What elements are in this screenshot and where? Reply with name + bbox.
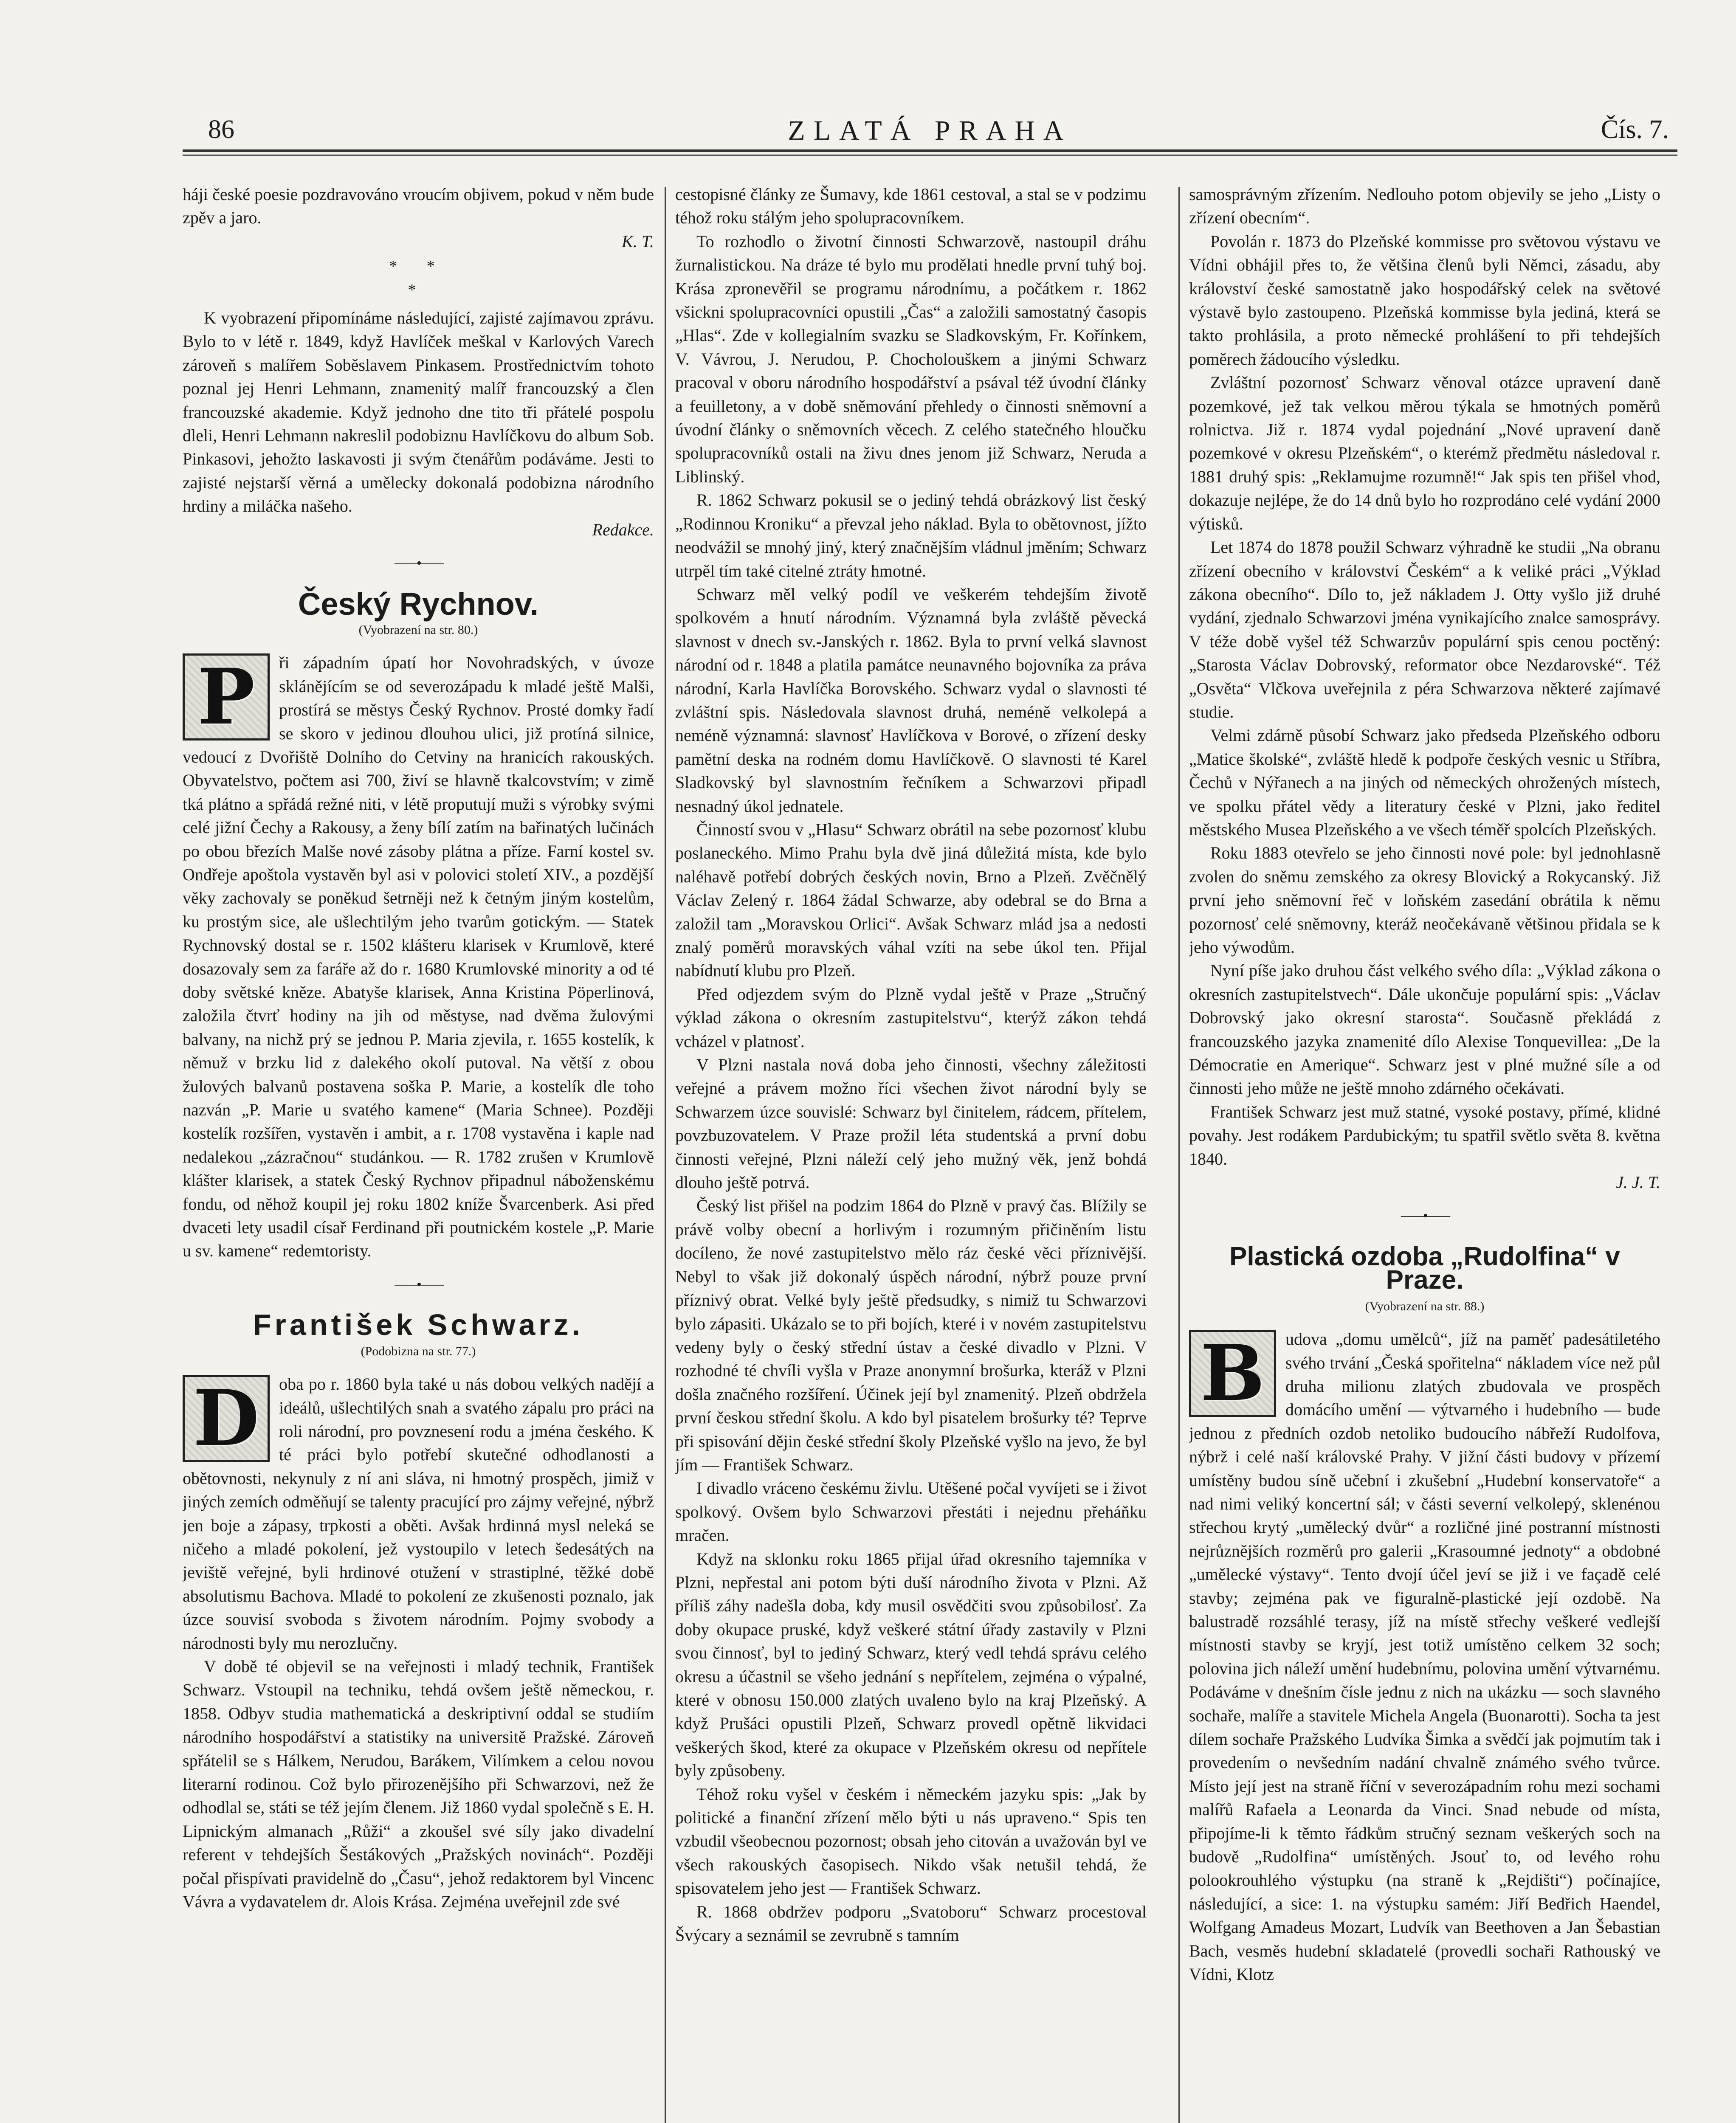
editorial-note: K vyobrazení připomínáme následující, zajisté zajímavou zprávu. Bylo to v létě r. 1849, když Havlíček meškal v Karlových Varech zároveň s malířem Soběslavem Pinkasem. Prostřednictvím tohoto poznal jej Henri Lehmann, znamenitý malíř francouzský a člen francouzské akademie. Když jednoho dne tito tři přátelé pospolu dleli, Henri Lehmann nakreslil podobiznu Havlíčkovu do album Sob. Pinkasovi, jehožto laskavosti ji svým čtenářům podáváme. Jesti to zajisté nejstarší věrná a umělecky dokonalá podobizna národního hrdiny a miláčka našeho. Redakce. — [183, 306, 654, 541]
paragraph: cestopisné články ze Šumavy, kde 1861 cestoval, a stal se v podzimu téhož roku stálým jeho spolupracovníkem. — [675, 185, 1147, 228]
header-rule-thin — [183, 155, 1677, 156]
column-right — [1189, 183, 1660, 2123]
paragraph: Roku 1883 otevřelo se jeho činnosti nové pole: byl jednohlasně zvolen do sněmu zemského za okresy Blovický a Rokycanský. Již první jeho sněmovní řeč v loňském zasedání obrátila k němu pozornosť celé sněmovny, kteráž neočekávaně většinou přidala se k jeho výwodům. — [1189, 843, 1660, 957]
column-divider — [1178, 187, 1180, 2123]
paragraph: V době té objevil se na veřejnosti i mladý technik, František Schwarz. Vstoupil na techniku, tehdá ovšem ještě německou, r. 1858. Odbyv studia mathematická a deskriptivní oddal se studiím národního hospodářství a statistiky na universitě Pražské. Zároveň spřátelil se s Hálkem, Nerudou, Barákem, Vilímkem a celou novou literarní rodinou. Což bylo přirozenějšího při Schwarzovi, než že odhodlal se, státi se též jejím členem. Již 1860 vydal společně s E. H. Lipnickým almanach „Růži“ a zkoušel své síly jako divadelní referent v tehdejších Šestákových „Pražských novinách“. Později počal přispívati pravidelně do „Času“, jehož redaktorem byl Vincenc Vávra a vydavatelem dr. Alois Krása. Zejména uveřejnil zde své — [183, 1656, 654, 1912]
article-title-rychnov: Český Rychnov. — [298, 586, 539, 622]
issue-number: Čís. 7. — [1601, 115, 1669, 144]
paragraph: Let 1874 do 1878 použil Schwarz výhradně ke studii „Na obranu zřízení obecního v království Českém“ a k veliké práci „Výklad zákona obecního“. Dílo to, jež nákladem J. Otty vyšlo již druhé vydání, zjednalo Schwarzovi jména vynikajícího znalce samosprávy. V téže době vyšel též Schwarzův populární spis cenou poctěný: „Starosta Václav Dobrovský, reformator obce Nezdarovské“. Též „Osvěta“ Vlčkova uveřejnila z péra Schwarzova některé zajímavé studie. — [1189, 538, 1660, 721]
signature: K. T. — [622, 231, 654, 251]
separator-stars: * * — [389, 257, 448, 276]
dropcap-letter: B — [1189, 1330, 1276, 1417]
article-title-rudolfina: Plastická ozdoba „Rudolfina“ v Praze. — [1229, 1242, 1620, 1295]
dropcap-letter: P — [183, 653, 270, 741]
paragraph: V Plzni nastala nová doba jeho činnosti, všechny záležitosti veřejné a právem možno říci všechen život národní byly se Schwarzem úzce souvislé: Schwarz byl činitelem, rádcem, přítelem, povzbuzovatelem. V Praze prožil léta studentská a první dobu činnosti veřejné, Plzni náleží celý jeho mužný věk, jenž bohdá dlouho ještě potrvá. — [675, 1055, 1147, 1192]
column-middle — [675, 183, 1147, 2123]
ornament-divider: ⸺•⸺ — [1400, 1208, 1449, 1224]
paragraph: Když na sklonku roku 1865 přijal úřad okresního tajemníka v Plzni, nepřestal ani potom býti duší národního života v Plzni. Až příliš záhy nadešla doba, kdy musil osvědčiti svou způsobilosť. Za doby okupace pruské, když veškeré státní úřady zastavily v Plzni svou činnosť, byl to jediný Schwarz, který vedl tehdá správu celého okresu a účastnil se všeho jednání s nepřítelem, zejména o výpalné, které v obnosu 150.000 zlatých uvaleno bylo na kraj Plzeňský. A když Prušáci opustili Plzeň, Schwarz provedl opětně likvidaci veškerých škod, které za okupace v Plzeňském okresu od nepřítele byly způsobeny. — [675, 1549, 1147, 1780]
paragraph: Zvláštní pozornosť Schwarz věnoval otázce upravení daně pozemkové, jež tak velkou měrou týkala se hmotných poměrů rolnictva. Již r. 1874 vydal pojednání „Nové upravení daně pozemkové v okresu Plzeňském“, o kterémž předmětu následoval r. 1881 druhý spis: „Reklamujme rozumně!“ Jak spis ten přišel vhod, dokazuje nejlépe, že do 14 dnů bylo ho rozprodáno celé vydání 2000 výtisků. — [1189, 373, 1660, 533]
paragraph: R. 1868 obdržev podporu „Svatoboru“ Schwarz procestoval Švýcary a seznámil se zevrubně s tamním — [675, 1902, 1147, 1945]
article-subtitle: (Podobizna na str. 77.) — [361, 1344, 476, 1358]
intro-paragraph: háji české poesie pozdravováno vroucím objivem, pokud v něm bude zpěv a jaro. K. T. — [183, 183, 654, 253]
paragraph: To rozhodlo o životní činnosti Schwarzově, nastoupil dráhu žurnalistickou. Na dráze té bylo mu prodělati hnedle první tuhý boj. Krása zpronevěřil se programu národnímu, a počátkem r. 1862 všickni spolupracovníci opustili „Čas“ a založili samostatný časopis „Hlas“. Zde v kollegialním svazku se Sladkovským, Fr. Kořínkem, V. Vávrou, J. Nerudou, P. Chocholouškem a jinými Schwarz pracoval v oboru národního hospodářství a psával též úvodní články a feuilletony, a v době sněmování přehledy o činnosti sněmovní a úvodní články o sněmovních věcech. Z celého statečného hloučku spolupracovníků ostali na živu dnes jenom již Schwarz, Neruda a Liblinský. — [675, 231, 1147, 486]
signature: Redakce. — [592, 520, 654, 539]
paragraph: I divadlo vráceno českému živlu. Utěšené počal vyvíjeti se i život spolkový. Ovšem bylo Schwarzovi přestáti i nejednu přeháňku mračen. — [675, 1478, 1147, 1545]
page-number: 86 — [208, 115, 234, 144]
column-divider — [665, 187, 666, 2123]
page-header — [183, 115, 1677, 149]
ornament-divider: ⸺•⸺ — [394, 1276, 443, 1292]
paragraph: František Schwarz jest muž statné, vysoké postavy, přímé, klidné povahy. Jest rodákem Pardubickým; tu spatřil světlo světa 8. května 1840. J. J. T. — [1189, 1100, 1660, 1194]
paragraph: samosprávným zřízením. Nedlouho potom objevily se jeho „Listy o zřízení obecním“. — [1189, 185, 1660, 228]
ornament-divider: ⸺•⸺ — [394, 555, 443, 572]
article-body-schwarz: D oba po r. 1860 byla také u nás dobou velkých nadějí a ideálů, ušlechtilých snah a svatého zápalu pro práci na roli národní, pro povznesení rodu a jména českého. K té práci bylo potřebí skutečné odhodlanosti a obětovnosti, nekynuly z ní ani sláva, ni hmotný prospěch, jimiž v jiných zemích odměňují se talenty pracující pro zájmy veřejné, nýbrž jen boje a zápasy, trpkosti a oběti. Avšak hrdinná mysl neleká se ničeho a mladé pokolení, jež vystoupilo v letech šedesátých na jeviště veřejné, byli hrdinové otužení v strastiplné, těžké době absolutismu Bachova. Mladé to pokolení ze zkušenosti poznalo, jak úzce souvisí svoboda s životem národním. Pojmy svobody a národnosti byly mu nerozlučny. — [183, 1373, 654, 1653]
article-subtitle: (Vyobrazení na str. 88.) — [1365, 1299, 1485, 1313]
article-body-rychnov: P ři západním úpatí hor Novohradských, v úvoze sklánějícím se od severozápadu k mladé ještě Malši, prostírá se městys Český Rychnov. Prosté domky řadí se skoro v jedinou dlouhou ulici, již protíná silnice, vedoucí z Dvořiště Dolního do Cetviny na hranicích rakouských. Obyvatelstvo, počtem asi 700, živí se hlavně tkalcovstvím; v zimě tká plátno a spřádá režné niti, v létě proputují muži s výrobky svými celé jižní Čechy a Rakousy, a ženy bílí zatím na bařinatých lučinách po obou březích Malše nové zásoby plátna a příze. Farní kostel sv. Ondřeje apoštola vystavěn byl asi v polovici století XIV., a pozdější věky zachovaly se poněkud šetrněji než k četným jiným kostelům, ku prostým sice, ale ušlechtilým jeho tvarům gotickým. — Statek Rychnovský dostal se r. 1502 klášteru klarisek v Krumlově, které dosazovaly sem za faráře až do r. 1680 Krumlovské minority a od té doby světské kněze. Abatyše klarisek, Anna Kristina Pöperlinová, založila čtvrť hodiny na jih od městyse, nad dvěma žulovými balvany, na nichž prý se jednou P. Maria zjevila, r. 1655 kostelík, k němuž v brzku lid z dalekého okolí putoval. Na větší z obou žulových balvanů postavena soška P. Marie, a kostelík dle toho nazván „P. Marie u svatého kamene“ (Maria Schnee). Později kostelík rozšířen, vystavěn i ambit, a r. 1708 vystavěna i kaple nad nedalekou „zázračnou“ studánkou. — R. 1782 zrušen v Krumlově klášter klarisek, a statek Český Rychnov připadnul náboženskému fondu, od něhož koupil jej roku 1802 kníže Švarcenberk. Asi před dvaceti lety usadil císař Ferdinand při poutnickém kostele „P. Marie u sv. kamene“ redemtoristy. — [183, 652, 654, 1261]
paragraph: Téhož roku vyšel v českém i německém jazyku spis: „Jak by politické a finanční zřízení mělo býti u nás upraveno.“ Spis ten vzbudil všeobecnou pozornost; obsah jeho citován a uvažován byl ve všech rakouských časopisech. Nikdo však netušil tehdá, že spisovatelem jeho jest — František Schwarz. — [675, 1784, 1147, 1898]
paragraph: Velmi zdárně působí Schwarz jako předseda Plzeňského odboru „Matice školské“, zvláště hledě k podpoře českých vesnic u Stříbra, Čechů v Nýřanech a na jiných od německých ohrožených místech, ve spolku přátel vědy a literatury české v Plzni, jako ředitel městského Musea Plzeňského a ve všech téměř spolcích Plzeňských. — [1189, 726, 1660, 839]
masthead-title: ZLATÁ PRAHA — [788, 115, 1072, 146]
column-left — [183, 183, 654, 2123]
signature: J. J. T. — [1616, 1173, 1660, 1192]
paragraph: Činností svou v „Hlasu“ Schwarz obrátil na sebe pozornosť klubu poslaneckého. Mimo Prahu byla dvě jiná důležitá místa, kde bylo naléhavě potřebí dobrých českých novin, Brno a Plzeň. Zvěčnělý Václav Zelený r. 1864 žádal Schwarze, aby odebral se do Brna a založil tam „Moravskou Orlici“. Avšak Schwarz mlád jsa a nedosti znalý poměrů moravských váhal vzíti na sebe úkol ten. Přijal nabídnutí klubu pro Plzeň. — [675, 819, 1147, 980]
article-title-schwarz: František Schwarz. — [253, 1308, 584, 1342]
paragraph: Schwarz měl velký podíl ve veškerém tehdejším životě spolkovém a hnutí národním. Významná byla zvláště pěvecká slavnost v dnech sv.-Janských r. 1862. Byla to první velká slavnost národní od r. 1848 a platila památce neunavného bojovníka za práva národní, Karla Havlíčka Borovského. Schwarz vydal o slavnosti té zvláštní spis. Následovala slavnost druhá, neméně velkolepá a neméně významná: slavnosť Havlíčkova v Borové, o zřízení desky pamětní deska na rodném domu Havlíčkově. O slavnosti té Karel Sladkovský byl slavnostním řečníkem a Schwarzovi připadl nesnadný úkol jednatele. — [675, 584, 1147, 816]
article-body-rudolfina: B udova „domu umělců“, jíž na paměť padesátiletého svého trvání „Česká spořitelna“ nákladem více než půl druha milionu zlatých zbudovala ve prospěch domácího umění — výtvarného i hudebního — bude jednou z předních ozdob netoliko budoucího nábřeží Rudolfova, nýbrž i celé naší královské Prahy. V jižní části budovy v přízemí umístěny budou síně učební i zkušební „Hudební konservatoře“ a nad nimi veliký koncertní sál; v části severní velkolepý, sklenénou střechou krytý „umělecký dvůr“ a rozličné jiné postranní místnosti nejrůznějších rozměrů pro galerii „Krasoumné jednoty“ a obdobné „umělecké výstavy“. Tento dvojí účel jeví se již i ve façadě celé stavby; zejména pak ve figuralně-plastické její ozdobě. Na balustradě rozsáhlé terasy, jíž na místě střechy veškeré vedlejší místnosti stavby se kryjí, jest totiž umístěno celkem 32 soch; polovina jich náleží umění hudebnímu, polovina umění výtvarnému. Podáváme v dnešním čísle jednu z nich na ukázku — soch slavného sochaře, malíře a stavitele Michela Angela (Buonarotti). Socha ta jest dílem sochaře Pražského Ludvíka Šimka a svědčí jak pojmutím tak i provedením o nevšedním nadání chvalně známého svého tvůrce. Místo její jest na straně říční v severozápadním rohu mezi sochami malířů Rafaela a Leonarda da Vinci. Snad nebude od místa, připojíme-li k těmto řádkům stručný seznam veškerých soch na budově „Rudolfina“ umístěných. Jsouť to, od levého rohu polookrouhlého výstupku (na straně k „Rejdišti“) počínajíce, následující, a sice: 1. na výstupku samém: Jiří Bedřich Haendel, Wolfgang Amadeus Mozart, Ludvík van Beethoven a Jan Šebastian Bach, vesměs hudební skladatelé (provedli sochaři Rathouský ve Vídni, Klotz — [1189, 1328, 1660, 1984]
paragraph: Český list přišel na podzim 1864 do Plzně v pravý čas. Blížily se právě volby obecní a horlivým i rozumným přičiněním listu docíleno, že nové zastupitelstvo mělo ráz české věci příznivější. Nebyl to však již dokonalý úspěch národní, nýbrž pouze první příznivý obrat. Velké byly ještě předsudky, s nimiž tu Schwarzovi bylo zápasiti. Ukázalo se to při bojích, které i v novém zastupitelstvu vedeny byly o český střední ústav a české divadlo v Plzni. V rozhodné té chvíli vyšla v Praze anonymní brošurka, kteráž v Plzni došla značného rozšíření. Účinek její byl znamenitý. Plzeň obdržela první českou střední školu. A kdo byl pisatelem brošurky té? Teprve při spisování dějin české střední školy Plzeňské vyšlo na jevo, že byl jím — František Schwarz. — [675, 1196, 1147, 1474]
article-subtitle: (Vyobrazení na str. 80.) — [358, 622, 478, 637]
paragraph: Před odjezdem svým do Plzně vydal ještě v Praze „Stručný výklad zákona o okresním zastupitelstvu“, kterýž zákon tehdá vcházel v platnosť. — [675, 984, 1147, 1051]
header-rule — [183, 149, 1677, 152]
paragraph: Povolán r. 1873 do Plzeňské kommisse pro světovou výstavu ve Vídni obhájil přes to, že většina členů byli Němci, zásadu, aby království české samostatně jako hospodářský celek na světové výstavě bylo zastoupeno. Plzeňská kommisse byla jediná, která se takto prohlásila, a proto německé prohlášení to při tehdejších poměrech žádoucího výsledku. — [1189, 231, 1660, 369]
paragraph: R. 1862 Schwarz pokusil se o jediný tehdá obrázkový list český „Rodinnou Kroniku“ a převzal jeho náklad. Byla to obětovnost, jížto neodvážil se mnohý jiný, který značnějším vládnul jměním; Schwarz utrpěl tím také citelné ztráty hmotné. — [675, 490, 1147, 580]
separator-star: * — [408, 281, 429, 299]
dropcap-letter: D — [183, 1375, 270, 1462]
paragraph: Nyní píše jako druhou část velkého svého díla: „Výklad zákona o okresních zastupitelstvech“. Dále ukončuje populární spis: „Václav Dobrovský jako okresní starosta“. Současně překládá z francouzského jazyka znamenité dílo Alexise Tonquevillea: „De la Démocratie en Amerique“. Schwarz jest v plné mužné síle a od činnosti jeho může ne ještě mnoho zdárného očekávati. — [1189, 961, 1660, 1098]
